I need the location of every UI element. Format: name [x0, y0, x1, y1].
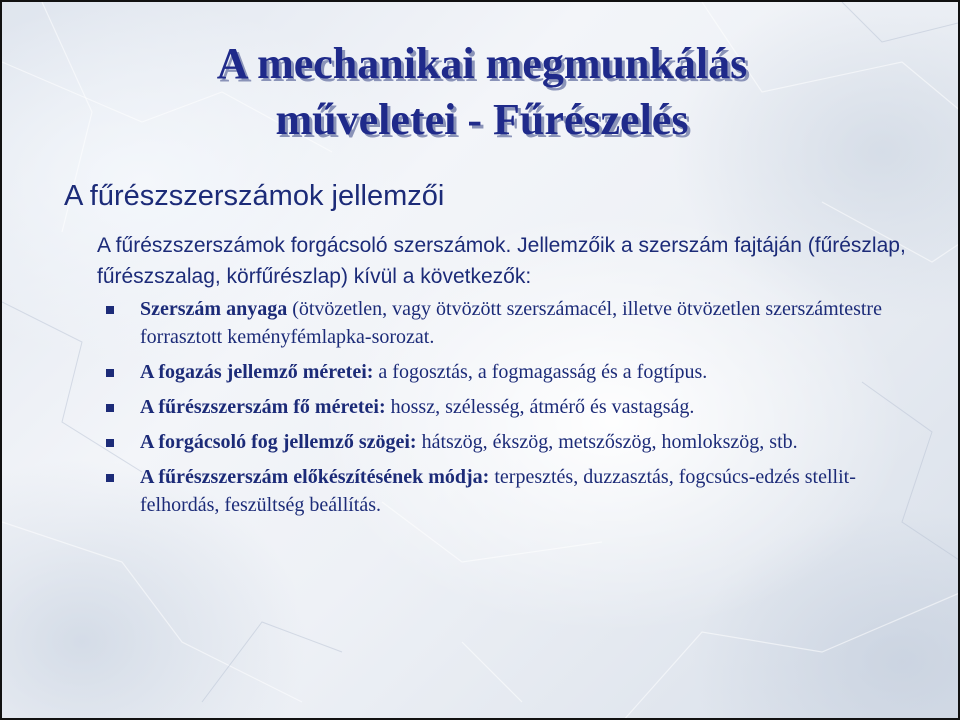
- bullet-heading: A fűrészszerszám előkészítésének módja:: [140, 466, 490, 488]
- slide-title: [62, 36, 902, 148]
- bullet-heading: A fogazás jellemző méretei:: [140, 361, 374, 383]
- bullet-item-tooth-angles: [104, 428, 894, 456]
- bullet-text: terpesztés, duzzasztás, fogcsúcs-edzés stellit-felhordás, feszültség beállítás.: [140, 466, 856, 516]
- square-bullet-icon: [106, 404, 114, 412]
- bullet-text: hossz, szélesség, átmérő és vastagság.: [385, 396, 695, 418]
- bullet-text: hátszög, ékszög, metszőszög, homlokszög, stb.: [416, 431, 798, 453]
- square-bullet-icon: [106, 439, 114, 447]
- intro-paragraph: A fűrészszerszámok forgácsoló szerszámok. Jellemzőik a szerszám fajtáján (fűrészlap, fűrészszalag, körfűrészlap) kívül a következők:: [97, 234, 906, 288]
- slide-title-line-2: műveletei - Fűrészelés: [275, 95, 689, 144]
- bullet-text: (ötvözetlen, vagy ötvözött szerszámacél, illetve ötvözetlen szerszámtestre forrasztott keményfémlapka-sorozat.: [140, 298, 882, 348]
- bullet-item-tooth-dimensions: [104, 358, 894, 386]
- square-bullet-icon: [106, 369, 114, 377]
- bullet-list: [104, 295, 894, 526]
- bullet-item-main-dimensions: [104, 393, 894, 421]
- section-subtitle: A fűrészszerszámok jellemzői: [64, 180, 445, 212]
- square-bullet-icon: [106, 306, 114, 314]
- bullet-heading: A forgácsoló fog jellemző szögei:: [140, 431, 417, 453]
- square-bullet-icon: [106, 474, 114, 482]
- bullet-heading: Szerszám anyaga: [140, 298, 288, 320]
- bullet-item-preparation: [104, 463, 894, 519]
- bullet-item-tool-material: [104, 295, 894, 351]
- bullet-heading: A fűrészszerszám fő méretei:: [140, 396, 386, 418]
- slide-title-line-1: A mechanikai megmunkálás: [216, 39, 748, 88]
- bullet-text: a fogosztás, a fogmagasság és a fogtípus.: [373, 361, 708, 383]
